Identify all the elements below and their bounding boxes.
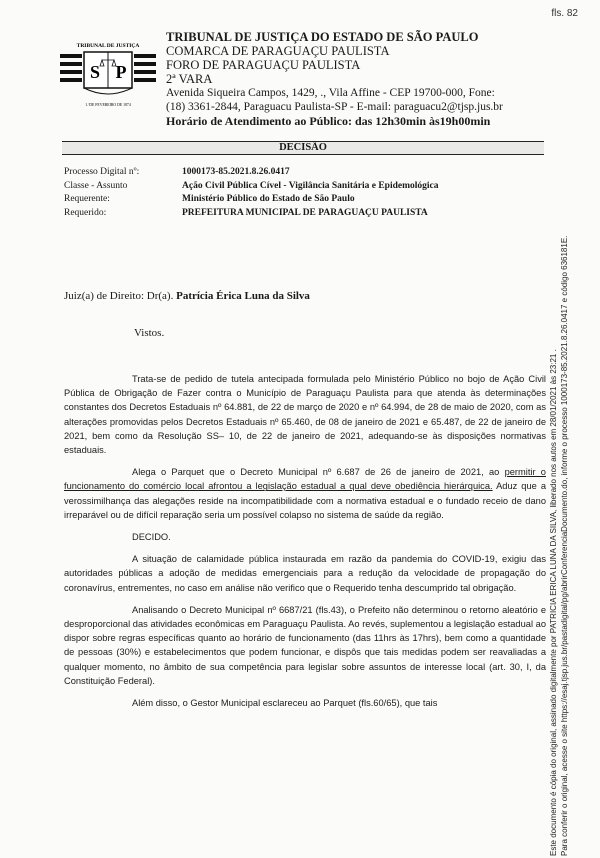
underlined-text: permitir o funcionamento do comércio local afrontou a legislação estadual a qual deve obediência hierárquica. (64, 467, 546, 492)
authenticity-line-1: Este documento é cópia do original, assinado digitalmente por PATRICIA ERICA LUNA DA SILVA, liberado nos autos em 28/01/2021 às 23:21 . (549, 349, 558, 856)
paragraph-rest: Aduz que a verossimilhança das alegações reside na incompatibilidade com a normativa estadual e o fundado receio de dano irreparável ou de difícil reparação seria um possível colapso no sistema de saúde da região. (64, 481, 546, 520)
case-value: Ação Civil Pública Cível - Vigilância Sanitária e Epidemológica (182, 180, 439, 191)
case-label: Classe - Assunto (64, 180, 128, 191)
page-number: fls. 82 (551, 8, 578, 19)
comarca: COMARCA DE PARAGUAÇU PAULISTA (166, 44, 390, 58)
paragraph-start: Alega o Parquet que o Decreto Municipal nº 6.687 de 26 de janeiro de 2021, ao (132, 467, 500, 478)
case-label: Requerido: (64, 207, 107, 218)
case-label: Processo Digital nº: (64, 167, 140, 177)
judge-label: Juiz(a) de Direito: Dr(a). (64, 290, 174, 302)
seal-top-text: TRIBUNAL DE JUSTIÇA (76, 43, 140, 49)
seal-letter-s: S (89, 62, 101, 82)
case-value: Ministério Público do Estado de São Paulo (182, 194, 355, 204)
case-row (64, 207, 439, 221)
case-value: 1000173-85.2021.8.26.0417 (182, 167, 290, 177)
paragraph: A situação de calamidade pública instaurada em razão da pandemia do COVID-19, exigiu das autoridades públicas a adoção de medidas emergenciais para a redução da velocidade de propagação do coronavírus, entrementes, no caso em análise não verifico que o Requerido tenha descumprido tal obrigação. (64, 554, 546, 593)
vistos: Vistos. (134, 327, 165, 339)
paragraph: Além disso, o Gestor Municipal esclareceu ao Parquet (fls.60/65), que tais (132, 698, 438, 709)
paragraph: Trata-se de pedido de tutela antecipada formulada pelo Ministério Público no bojo de Ação Civil Pública de Obrigação de Fazer contra o Município de Paraguaçu Paulista para que atenda às determinações constantes dos Decretos Estaduais nº 64.881, de 22 de março de 2020 e nº 64.994, de 28 de maio de 2020, com as alterações promovidas pelos Decretos Estaduais nº 65.460, de 08 de janeiro de 2021 e 65.487, de 22 de janeiro de 2021, bem como da Resolução SS– 10, de 22 de janeiro de 2021, adequando-se às disposições normativas estaduais. (64, 374, 546, 456)
case-label: Requerente: (64, 194, 110, 204)
decision-body (64, 372, 546, 718)
address-line-1: Avenida Siqueira Campos, 1429, ., Vila Affine - CEP 19700-000, Fone: (166, 87, 495, 99)
section-title: DECISÃO (62, 141, 544, 155)
office-hours: Horário de Atendimento ao Público: das 12h30min às19h00min (166, 114, 491, 128)
authenticity-line-2: Para conferir o original, acesse o site https://esaj.tjsp.jus.br/pastadigital/pg/abrirConferenciaDocumento.do, informe o processo 1000173-85.2021.8.26.0417 e código 636181E. (560, 235, 569, 856)
vara: 2ª VARA (166, 72, 213, 86)
foro: FORO DE PARAGUAÇU PAULISTA (166, 58, 361, 72)
decido-heading: DECIDO. (132, 532, 171, 543)
authenticity-note (548, 116, 570, 856)
seal-bottom-text: 1.ºDE FEVEREIRO DE 1874 (85, 103, 131, 107)
case-row (64, 180, 439, 194)
judge-name: Patrícia Érica Luna da Silva (176, 290, 310, 302)
case-value: PREFEITURA MUNICIPAL DE PARAGUAÇU PAULISTA (182, 207, 428, 218)
court-seal-logo (58, 40, 158, 110)
paragraph (64, 465, 546, 522)
case-details (64, 166, 439, 220)
judge-line (64, 290, 310, 302)
case-row (64, 166, 439, 180)
seal-letter-p: P (115, 62, 127, 82)
address-line-2: (18) 3361-2844, Paraguacu Paulista-SP - E-mail: paraguacu2@tjsp.jus.br (166, 101, 503, 113)
case-row (64, 193, 439, 207)
letterhead (166, 30, 546, 128)
paragraph: Analisando o Decreto Municipal nº 6687/21 (fls.43), o Prefeito não determinou o retorno aleatório e desproporcional das atividades econômicas em Paraguaçu Paulista. Ao revés, suplementou a legislação estadual ao dispor sobre regras específicas quanto ao horário de funcionamento (das 11hrs às 17hrs), bem como a quantidade de pessoas (30%) e estabelecimentos que podem funcionar, e dispôs que tais medidas podem ser reavaliadas a qualquer momento, no âmbito de sua competência para legislar sobre assuntos de interesse local (art. 30, I, da Constituição Federal). (64, 604, 546, 686)
court-name: TRIBUNAL DE JUSTIÇA DO ESTADO DE SÃO PAULO (166, 30, 479, 44)
